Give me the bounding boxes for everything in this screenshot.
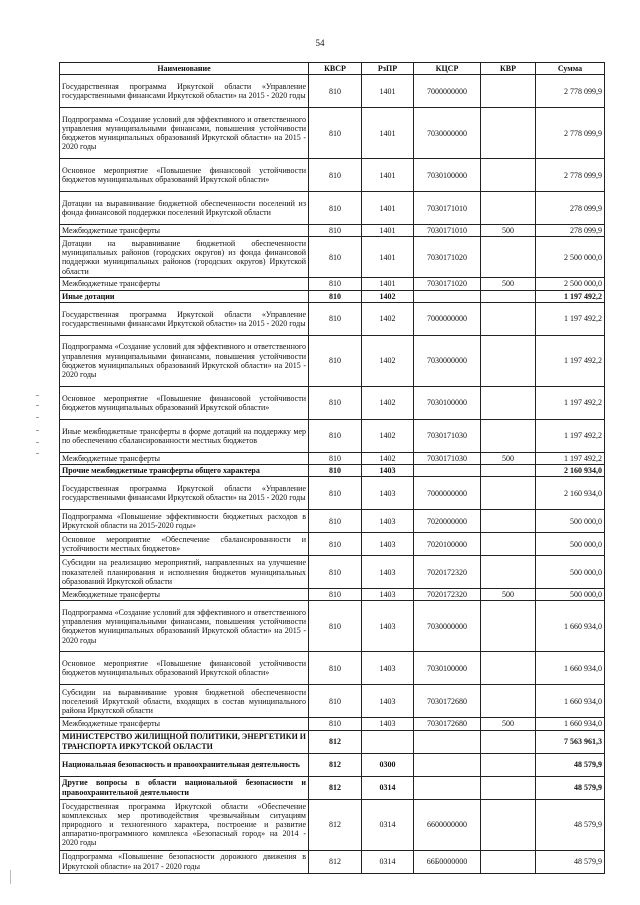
cell-rzpr: 1401 bbox=[362, 192, 414, 225]
cell-kvr bbox=[481, 192, 536, 225]
cell-rzpr: 1402 bbox=[362, 419, 414, 452]
cell-kcsr: 7020100000 bbox=[414, 533, 481, 556]
cell-name: Дотации на выравнивание бюджетной обеспеченности муниципальных районов (городских округов) из фонда финансовой поддержки муниципальных районов (городских округов) Иркутской области bbox=[60, 237, 309, 278]
cell-kcsr: 7030171030 bbox=[414, 452, 481, 464]
table-row bbox=[60, 556, 605, 589]
cell-sum: 2 778 099,9 bbox=[536, 75, 605, 108]
table-row bbox=[60, 192, 605, 225]
cell-kcsr bbox=[414, 290, 481, 302]
table-row bbox=[60, 776, 605, 799]
cell-sum: 500 000,0 bbox=[536, 556, 605, 589]
cell-kcsr bbox=[414, 753, 481, 776]
table-row bbox=[60, 718, 605, 730]
cell-kcsr: 7020172320 bbox=[414, 589, 481, 601]
cell-name: Межбюджетные трансферты bbox=[60, 718, 309, 730]
cell-name: Основное мероприятие «Повышение финансовой устойчивости бюджетов муниципальных образований Иркутской области» bbox=[60, 386, 309, 419]
cell-kvr bbox=[481, 730, 536, 753]
cell-kvr bbox=[481, 335, 536, 386]
cell-kcsr: 7030172680 bbox=[414, 685, 481, 718]
cell-rzpr: 1403 bbox=[362, 685, 414, 718]
cell-kvsr: 812 bbox=[309, 753, 362, 776]
cell-name: Субсидии на выравнивание уровня бюджетной обеспеченности поселений Иркутской области, входящих в состав муниципального района Иркутской области bbox=[60, 685, 309, 718]
header-rzpr: РзПР bbox=[362, 63, 414, 75]
table-row bbox=[60, 685, 605, 718]
cell-kcsr bbox=[414, 776, 481, 799]
cell-kvsr: 810 bbox=[309, 108, 362, 159]
table-row bbox=[60, 601, 605, 652]
cell-kcsr: 7030000000 bbox=[414, 601, 481, 652]
cell-kvsr: 810 bbox=[309, 335, 362, 386]
budget-table bbox=[59, 62, 605, 874]
cell-rzpr: 1401 bbox=[362, 278, 414, 290]
cell-name: Национальная безопасность и правоохранительная деятельность bbox=[60, 753, 309, 776]
cell-rzpr: 1403 bbox=[362, 556, 414, 589]
cell-rzpr: 1401 bbox=[362, 237, 414, 278]
table-row bbox=[60, 290, 605, 302]
table-row bbox=[60, 510, 605, 533]
cell-rzpr: 1401 bbox=[362, 108, 414, 159]
cell-sum: 48 579,9 bbox=[536, 776, 605, 799]
cell-kvsr: 810 bbox=[309, 533, 362, 556]
cell-kcsr: 7000000000 bbox=[414, 477, 481, 510]
cell-kcsr: 7030000000 bbox=[414, 108, 481, 159]
cell-sum: 2 160 934,0 bbox=[536, 465, 605, 477]
cell-kvsr: 810 bbox=[309, 290, 362, 302]
table-row bbox=[60, 159, 605, 192]
cell-rzpr: 1402 bbox=[362, 452, 414, 464]
cell-kcsr: 7030100000 bbox=[414, 159, 481, 192]
cell-name: Иные межбюджетные трансферты в форме дотаций на поддержку мер по обеспечению сбалансированности местных бюджетов bbox=[60, 419, 309, 452]
cell-rzpr: 1403 bbox=[362, 477, 414, 510]
cell-name: Межбюджетные трансферты bbox=[60, 278, 309, 290]
cell-kvr bbox=[481, 652, 536, 685]
cell-kvr bbox=[481, 799, 536, 850]
cell-kvr bbox=[481, 850, 536, 873]
cell-rzpr: 1403 bbox=[362, 652, 414, 685]
cell-kvr: 500 bbox=[481, 225, 536, 237]
cell-sum: 48 579,9 bbox=[536, 799, 605, 850]
cell-kcsr: 7030171010 bbox=[414, 225, 481, 237]
cell-kvsr: 810 bbox=[309, 718, 362, 730]
cell-sum: 1 197 492,2 bbox=[536, 386, 605, 419]
cell-rzpr bbox=[362, 730, 414, 753]
cell-name: Государственная программа Иркутской области «Управление государственными финансами Иркутской области» на 2015 - 2020 годы bbox=[60, 302, 309, 335]
cell-kcsr: 7020000000 bbox=[414, 510, 481, 533]
cell-kvr: 500 bbox=[481, 589, 536, 601]
cell-kvsr: 810 bbox=[309, 75, 362, 108]
cell-name: Иные дотации bbox=[60, 290, 309, 302]
cell-kvsr: 810 bbox=[309, 685, 362, 718]
cell-sum: 1 660 934,0 bbox=[536, 652, 605, 685]
cell-kvsr: 810 bbox=[309, 452, 362, 464]
cell-sum: 1 197 492,2 bbox=[536, 419, 605, 452]
cell-kvsr: 810 bbox=[309, 589, 362, 601]
cell-kvsr: 810 bbox=[309, 601, 362, 652]
cell-kvsr: 810 bbox=[309, 477, 362, 510]
cell-kvsr: 810 bbox=[309, 159, 362, 192]
cell-kcsr: 7030171020 bbox=[414, 237, 481, 278]
cell-kvsr: 810 bbox=[309, 225, 362, 237]
table-row bbox=[60, 730, 605, 753]
cell-kvr bbox=[481, 601, 536, 652]
table-row bbox=[60, 589, 605, 601]
cell-kvsr: 812 bbox=[309, 730, 362, 753]
margin-marks bbox=[36, 395, 52, 455]
cell-sum: 278 099,9 bbox=[536, 192, 605, 225]
cell-sum: 2 778 099,9 bbox=[536, 159, 605, 192]
cell-rzpr: 1403 bbox=[362, 465, 414, 477]
cell-rzpr: 1401 bbox=[362, 225, 414, 237]
cell-name: Межбюджетные трансферты bbox=[60, 225, 309, 237]
table-row bbox=[60, 225, 605, 237]
cell-kcsr bbox=[414, 730, 481, 753]
cell-sum: 1 197 492,2 bbox=[536, 335, 605, 386]
header-sum: Сумма bbox=[536, 63, 605, 75]
cell-kvr bbox=[481, 419, 536, 452]
cell-rzpr: 1402 bbox=[362, 302, 414, 335]
cell-kvsr: 810 bbox=[309, 465, 362, 477]
cell-rzpr: 0314 bbox=[362, 850, 414, 873]
cell-kvr bbox=[481, 386, 536, 419]
cell-name: Другие вопросы в области национальной безопасности и правоохранительной деятельности bbox=[60, 776, 309, 799]
cell-name: Прочие межбюджетные трансферты общего характера bbox=[60, 465, 309, 477]
cell-name: Основное мероприятие «Повышение финансовой устойчивости бюджетов муниципальных образований Иркутской области» bbox=[60, 652, 309, 685]
cell-sum: 2 778 099,9 bbox=[536, 108, 605, 159]
cell-kvr bbox=[481, 237, 536, 278]
cell-kvsr: 810 bbox=[309, 510, 362, 533]
cell-name: Подпрограмма «Создание условий для эффективного и ответственного управления муниципальными финансами, повышения устойчивости бюджетов муниципальных образований Иркутской области» на 2015 - 2020 годы bbox=[60, 601, 309, 652]
cell-sum: 7 563 961,3 bbox=[536, 730, 605, 753]
cell-kvsr: 810 bbox=[309, 556, 362, 589]
cell-kcsr: 7030100000 bbox=[414, 652, 481, 685]
cell-kvsr: 810 bbox=[309, 302, 362, 335]
cell-kvsr: 810 bbox=[309, 192, 362, 225]
table-row bbox=[60, 278, 605, 290]
cell-kcsr: 6600000000 bbox=[414, 799, 481, 850]
cell-kcsr: 7020172320 bbox=[414, 556, 481, 589]
cell-kvr bbox=[481, 290, 536, 302]
cell-kvr bbox=[481, 685, 536, 718]
table-row bbox=[60, 850, 605, 873]
cell-kcsr: 7030171020 bbox=[414, 278, 481, 290]
cell-sum: 1 660 934,0 bbox=[536, 718, 605, 730]
cell-rzpr: 1402 bbox=[362, 290, 414, 302]
cell-kvsr: 812 bbox=[309, 776, 362, 799]
scan-edge-mark bbox=[10, 870, 17, 884]
cell-kcsr: 7030171030 bbox=[414, 419, 481, 452]
table-row bbox=[60, 465, 605, 477]
cell-rzpr: 1402 bbox=[362, 386, 414, 419]
header-name: Наименование bbox=[60, 63, 309, 75]
cell-kcsr: 7030100000 bbox=[414, 386, 481, 419]
table-row bbox=[60, 533, 605, 556]
cell-rzpr: 1401 bbox=[362, 75, 414, 108]
table-row bbox=[60, 477, 605, 510]
cell-sum: 500 000,0 bbox=[536, 510, 605, 533]
cell-rzpr: 1403 bbox=[362, 510, 414, 533]
table-header-row bbox=[60, 63, 605, 75]
cell-sum: 48 579,9 bbox=[536, 850, 605, 873]
cell-kvr bbox=[481, 159, 536, 192]
table-row bbox=[60, 652, 605, 685]
table-row bbox=[60, 799, 605, 850]
cell-rzpr: 1403 bbox=[362, 601, 414, 652]
cell-rzpr: 0314 bbox=[362, 799, 414, 850]
cell-name: Межбюджетные трансферты bbox=[60, 452, 309, 464]
cell-name: Подпрограмма «Создание условий для эффективного и ответственного управления муниципальными финансами, повышения устойчивости бюджетов муниципальных образований Иркутской области» на 2015 - 2020 годы bbox=[60, 108, 309, 159]
header-kcsr: КЦСР bbox=[414, 63, 481, 75]
table-row bbox=[60, 753, 605, 776]
cell-kvr bbox=[481, 533, 536, 556]
cell-kvsr: 812 bbox=[309, 850, 362, 873]
cell-name: Основное мероприятие «Обеспечение сбалансированности и устойчивости местных бюджетов» bbox=[60, 533, 309, 556]
cell-rzpr: 1403 bbox=[362, 718, 414, 730]
cell-name: Подпрограмма «Повышение безопасности дорожного движения в Иркутской области» на 2017 - 2020 годы bbox=[60, 850, 309, 873]
cell-rzpr: 1401 bbox=[362, 159, 414, 192]
cell-kvr bbox=[481, 556, 536, 589]
cell-rzpr: 1402 bbox=[362, 335, 414, 386]
cell-kcsr: 7030000000 bbox=[414, 335, 481, 386]
table-row bbox=[60, 335, 605, 386]
cell-kvr bbox=[481, 108, 536, 159]
cell-name: Подпрограмма «Повышение эффективности бюджетных расходов в Иркутской области на 2015-2020 годы» bbox=[60, 510, 309, 533]
cell-name: Межбюджетные трансферты bbox=[60, 589, 309, 601]
header-kvr: КВР bbox=[481, 63, 536, 75]
cell-kvr: 500 bbox=[481, 278, 536, 290]
cell-sum: 500 000,0 bbox=[536, 589, 605, 601]
cell-sum: 48 579,9 bbox=[536, 753, 605, 776]
cell-kvr bbox=[481, 302, 536, 335]
cell-name: Государственная программа Иркутской области «Управление государственными финансами Иркутской области» на 2015 - 2020 годы bbox=[60, 477, 309, 510]
cell-rzpr: 0300 bbox=[362, 753, 414, 776]
cell-kvr bbox=[481, 510, 536, 533]
cell-name: Основное мероприятие «Повышение финансовой устойчивости бюджетов муниципальных образований Иркутской области» bbox=[60, 159, 309, 192]
cell-sum: 500 000,0 bbox=[536, 533, 605, 556]
cell-sum: 1 197 492,2 bbox=[536, 290, 605, 302]
cell-name: Государственная программа Иркутской области «Обеспечение комплексных мер противодействия чрезвычайным ситуациям природного и техногенного характера, построение и развитие аппаратно-программного комплекса «Безопасный город» на 2014 - 2020 годы bbox=[60, 799, 309, 850]
cell-sum: 1 660 934,0 bbox=[536, 601, 605, 652]
table-row bbox=[60, 386, 605, 419]
cell-name: Подпрограмма «Создание условий для эффективного и ответственного управления муниципальными финансами, повышения устойчивости бюджетов муниципальных образований Иркутской области» на 2015 - 2020 годы bbox=[60, 335, 309, 386]
cell-kvr bbox=[481, 753, 536, 776]
cell-name: Субсидии на реализацию мероприятий, направленных на улучшение показателей планирования и исполнения бюджетов муниципальных образований Иркутской области bbox=[60, 556, 309, 589]
cell-rzpr: 1403 bbox=[362, 589, 414, 601]
cell-kvr bbox=[481, 477, 536, 510]
cell-sum: 2 500 000,0 bbox=[536, 237, 605, 278]
cell-kcsr: 7030171010 bbox=[414, 192, 481, 225]
cell-kcsr: 7000000000 bbox=[414, 302, 481, 335]
cell-kvsr: 810 bbox=[309, 419, 362, 452]
cell-kvsr: 810 bbox=[309, 652, 362, 685]
cell-kvr bbox=[481, 776, 536, 799]
table-row bbox=[60, 419, 605, 452]
table-row bbox=[60, 75, 605, 108]
cell-kvsr: 810 bbox=[309, 386, 362, 419]
cell-kvr bbox=[481, 465, 536, 477]
table-row bbox=[60, 452, 605, 464]
cell-sum: 1 660 934,0 bbox=[536, 685, 605, 718]
cell-sum: 2 160 934,0 bbox=[536, 477, 605, 510]
cell-rzpr: 1403 bbox=[362, 533, 414, 556]
cell-kcsr bbox=[414, 465, 481, 477]
cell-kvsr: 810 bbox=[309, 278, 362, 290]
table-row bbox=[60, 237, 605, 278]
cell-sum: 1 197 492,2 bbox=[536, 452, 605, 464]
cell-rzpr: 0314 bbox=[362, 776, 414, 799]
cell-sum: 278 099,9 bbox=[536, 225, 605, 237]
table-body bbox=[60, 75, 605, 873]
cell-name: Государственная программа Иркутской области «Управление государственными финансами Иркутской области» на 2015 - 2020 годы bbox=[60, 75, 309, 108]
cell-kvr: 500 bbox=[481, 718, 536, 730]
page-number: 54 bbox=[315, 38, 325, 48]
cell-kcsr: 7030172680 bbox=[414, 718, 481, 730]
cell-kvsr: 810 bbox=[309, 237, 362, 278]
cell-kvsr: 812 bbox=[309, 799, 362, 850]
cell-sum: 2 500 000,0 bbox=[536, 278, 605, 290]
cell-name: Дотации на выравнивание бюджетной обеспеченности поселений из фонда финансовой поддержки поселений Иркутской области bbox=[60, 192, 309, 225]
table-row bbox=[60, 108, 605, 159]
cell-sum: 1 197 492,2 bbox=[536, 302, 605, 335]
cell-name: МИНИСТЕРСТВО ЖИЛИЩНОЙ ПОЛИТИКИ, ЭНЕРГЕТИКИ И ТРАНСПОРТА ИРКУТСКОЙ ОБЛАСТИ bbox=[60, 730, 309, 753]
header-kvsr: КВСР bbox=[309, 63, 362, 75]
cell-kcsr: 7000000000 bbox=[414, 75, 481, 108]
cell-kvr bbox=[481, 75, 536, 108]
cell-kcsr: 66Б0000000 bbox=[414, 850, 481, 873]
cell-kvr: 500 bbox=[481, 452, 536, 464]
table-row bbox=[60, 302, 605, 335]
